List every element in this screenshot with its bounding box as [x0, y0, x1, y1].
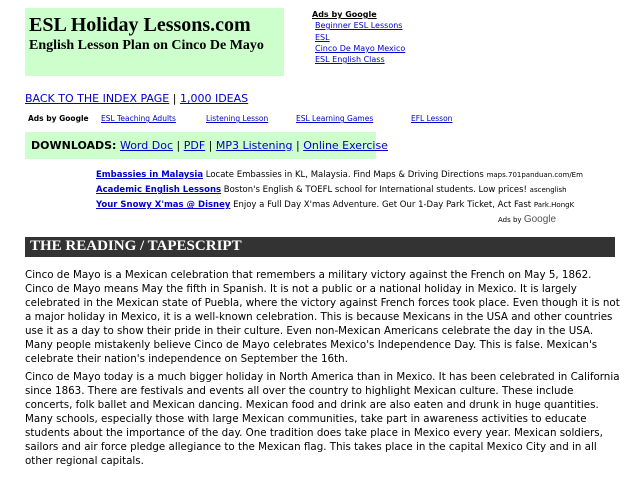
text-ad-body: Boston's English & TOEFL school for International students. Low prices!	[223, 185, 527, 195]
nav-links	[25, 92, 248, 105]
nav-separator: |	[172, 92, 177, 105]
ad-link-esl-teaching-adults[interactable]: ESL Teaching Adults	[101, 114, 176, 123]
downloads-separator: |	[208, 139, 213, 152]
ads-by-label: Ads by	[498, 216, 522, 224]
site-title: ESL Holiday Lessons.com	[29, 14, 251, 36]
download-mp3-link[interactable]: MP3 Listening	[215, 139, 293, 152]
ad-link-esl-english-class[interactable]: ESL English Class	[315, 55, 385, 64]
text-ad	[96, 185, 567, 195]
text-ad-title[interactable]: Embassies in Malaysia	[96, 170, 204, 180]
downloads-separator: |	[295, 139, 300, 152]
download-word-doc-link[interactable]: Word Doc	[119, 139, 173, 152]
ads-by-google-label[interactable]: Ads by Google	[28, 114, 89, 123]
reading-paragraph-2: Cinco de Mayo today is a much bigger holiday in North America than in Mexico. It has been celebrated in California since 1863. There are festivals and events all over the country to highlight Mexican culture. These include concerts, folk ballet and Mexican dancing. Mexican food and drink are also eaten and drunk in huge quantities. Many schools, especially those with large Mexican communities, take part in awareness activities to educate students about the importance of the day. One tradition does take place in Mexico every year. Mexican soldiers, sailors and air force pledge allegiance to the Mexican flag. This takes place in the capital Mexico City and in all other regional capitals.	[25, 371, 620, 467]
text-ad	[96, 170, 583, 180]
downloads-separator: |	[176, 139, 181, 152]
text-ad-title[interactable]: Your Snowy X'mas @ Disney	[96, 200, 231, 210]
google-logo: Google	[523, 214, 557, 225]
downloads-label: DOWNLOADS:	[31, 139, 117, 152]
text-ad-url[interactable]: ascenglish	[529, 186, 567, 194]
ideas-link[interactable]: 1,000 IDEAS	[179, 92, 249, 105]
text-ad-url[interactable]: Park.HongK	[533, 201, 575, 209]
ads-by-google-footer[interactable]	[498, 214, 556, 225]
site-subtitle: English Lesson Plan on Cinco De Mayo	[29, 38, 264, 53]
text-ad-title[interactable]: Academic English Lessons	[96, 185, 222, 195]
ad-link-listening-lesson[interactable]: Listening Lesson	[206, 114, 269, 123]
ad-link-esl-learning-games[interactable]: ESL Learning Games	[296, 114, 374, 123]
text-ad-url[interactable]: maps.701panduan.com/Em	[486, 171, 583, 179]
ad-link-beginner-esl-lessons[interactable]: Beginner ESL Lessons	[315, 21, 403, 30]
section-title: THE READING / TAPESCRIPT	[30, 238, 242, 254]
text-ad-body: Enjoy a Full Day X'mas Adventure. Get Our 1-Day Park Ticket, Act Fast	[233, 200, 532, 210]
text-ad	[96, 200, 574, 210]
ad-link-esl[interactable]: ESL	[315, 33, 330, 42]
download-pdf-link[interactable]: PDF	[183, 139, 206, 152]
ad-link-cinco-de-mayo-mexico[interactable]: Cinco De Mayo Mexico	[315, 44, 406, 53]
ad-link-efl-lesson[interactable]: EFL Lesson	[411, 114, 453, 123]
text-ad-body: Locate Embassies in KL, Malaysia. Find Maps & Driving Directions	[205, 170, 484, 180]
ads-by-google-label[interactable]: Ads by Google	[312, 10, 377, 19]
back-to-index-link[interactable]: BACK TO THE INDEX PAGE	[25, 92, 170, 105]
online-exercise-link[interactable]: Online Exercise	[303, 139, 388, 152]
reading-paragraph-1: Cinco de Mayo is a Mexican celebration that remembers a military victory against the French on May 5, 1862. Cinco de Mayo means May the fifth in Spanish. It is not a public or a national holiday in Mexico. It is largely celebrated in the Mexican state of Puebla, where the victory against French forces took place. Even though it is not a major holiday in Mexico, it is a well-known celebration. This is because Mexicans in the USA and other countries use it as a day to show their pride in their culture. Even non-Mexican Americans celebrate the day in the USA. Many people mistakenly believe Cinco de Mayo celebrates Mexico's Independence Day. This is false. Mexican's celebrate their nation's independence on September the 16th.	[25, 269, 620, 365]
downloads-row	[31, 139, 388, 152]
